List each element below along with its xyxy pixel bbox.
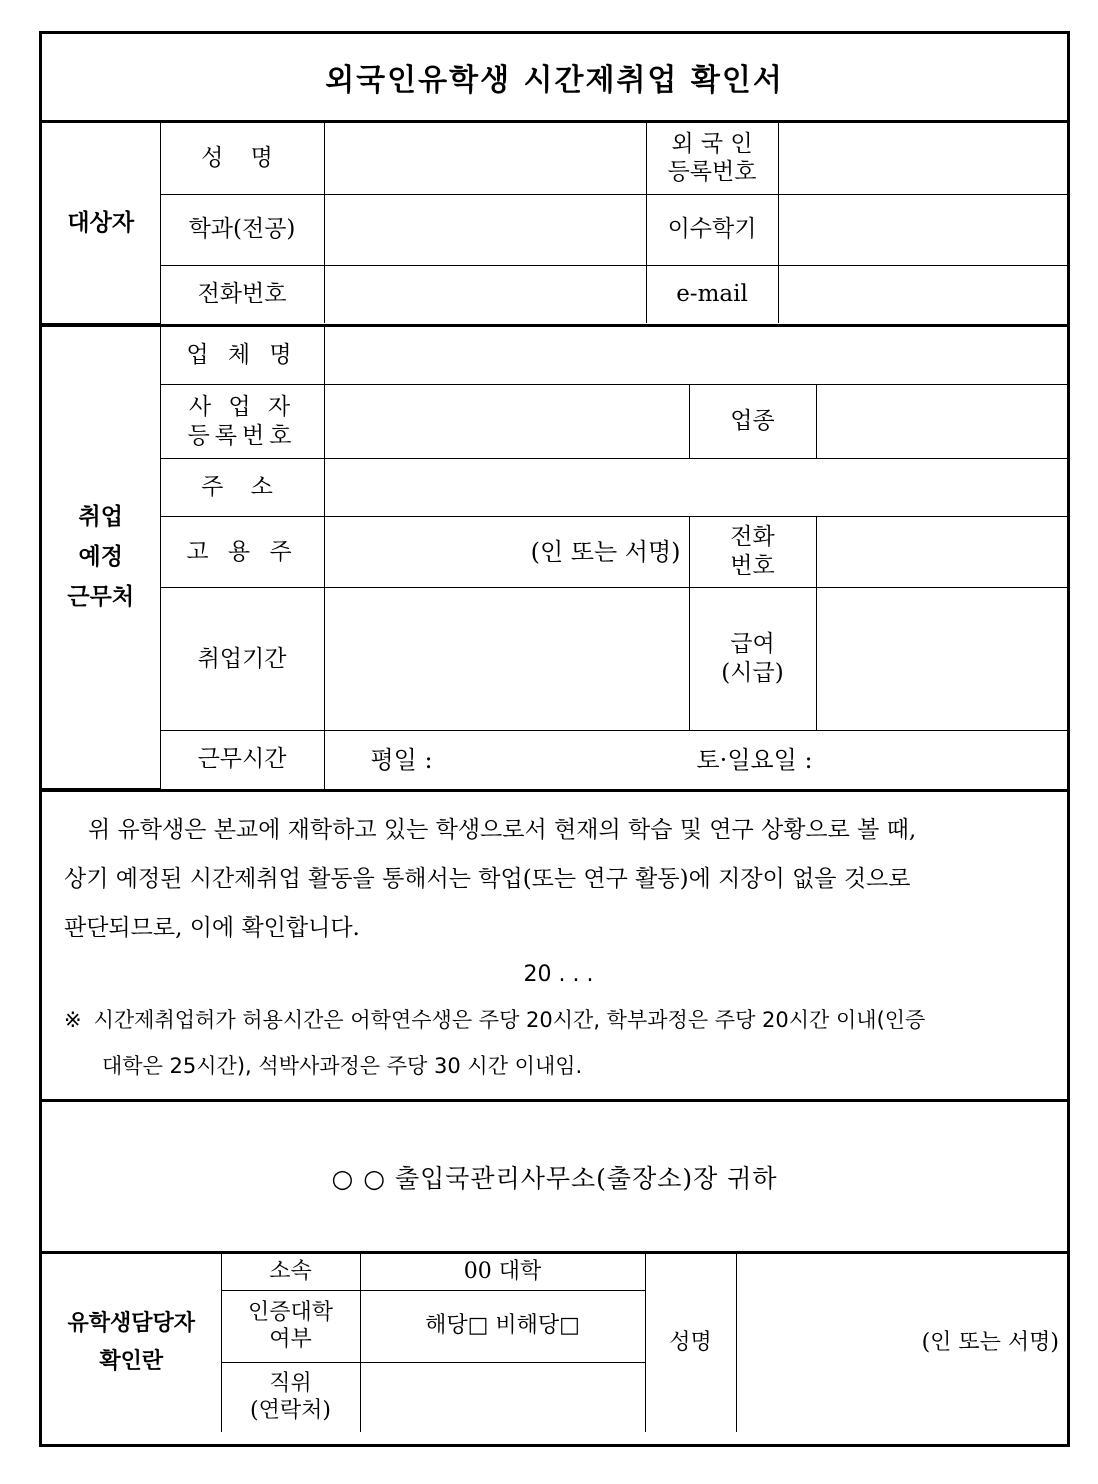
statement-line2: 상기 예정된 시간제취업 활동을 통해서는 학업(또는 연구 활동)에 지장이 없을 것으로 (64, 866, 911, 892)
title-box (42, 34, 1067, 123)
cert-label (221, 1290, 360, 1362)
alien-reg-label-line1: 외 국 인 (671, 130, 753, 157)
workplace-header-line1: 취업 (78, 503, 123, 530)
date-field[interactable]: 20 . . . (523, 962, 594, 987)
alien-reg-field[interactable] (778, 123, 1067, 194)
period-label: 취업기간 (160, 588, 324, 731)
confirm-sign-hint: (인 또는 서명) (921, 1330, 1059, 1356)
pay-label (689, 588, 816, 731)
note-mark: ※ (64, 1008, 82, 1032)
confirmation-form (39, 31, 1070, 1447)
company-field[interactable] (324, 327, 1067, 385)
bizreg-label-line1: 사 업 자 (188, 393, 296, 420)
semester-field[interactable] (778, 194, 1067, 265)
affil-value: 00 대학 (463, 1259, 542, 1284)
period-field[interactable] (324, 588, 689, 731)
pay-label-line2: (시급) (721, 660, 784, 686)
name-label: 성 명 (160, 123, 324, 194)
semester-label: 이수학기 (646, 194, 778, 265)
employer-phone-label-line2: 번호 (730, 553, 775, 579)
cert-field[interactable] (360, 1290, 645, 1362)
cert-label-line2: 여부 (269, 1327, 312, 1352)
cert-label-line1: 인증대학 (247, 1299, 333, 1325)
note-line2: 대학은 25시간), 석박사과정은 주당 30 시간 이내임. (102, 1054, 583, 1078)
dept-field[interactable] (324, 194, 646, 265)
address-field[interactable] (324, 459, 1067, 517)
phone-field[interactable] (324, 265, 646, 323)
employer-label: 고 용 주 (160, 517, 324, 588)
industry-field[interactable] (816, 385, 1067, 459)
bizreg-label-line2: 등록번호 (187, 422, 297, 449)
cert-value[interactable]: 해당□ 비해당□ (425, 1313, 580, 1339)
email-label: e-mail (646, 265, 778, 323)
note-line1-text: 시간제취업허가 허용시간은 어학연수생은 주당 20시간, 학부과정은 주당 20시간 이내(인증 (93, 1008, 926, 1032)
weekday-label: 평일 : (370, 745, 433, 774)
affil-field[interactable] (360, 1254, 645, 1290)
bizreg-field[interactable] (324, 385, 689, 459)
bizreg-label (160, 385, 324, 459)
confirm-section (42, 1254, 1067, 1432)
workplace-header-line2: 예정 (78, 544, 123, 571)
name-field[interactable] (324, 123, 646, 194)
position-field[interactable] (360, 1362, 645, 1432)
weekend-label: 토·일요일 : (696, 745, 813, 774)
hours-field[interactable] (324, 731, 1067, 789)
pay-field[interactable] (816, 588, 1067, 731)
confirm-header (42, 1254, 221, 1432)
address-label: 주 소 (160, 459, 324, 517)
employer-phone-label (689, 517, 816, 588)
hours-label: 근무시간 (160, 731, 324, 789)
position-label-line1: 직위 (269, 1370, 312, 1396)
alien-reg-label (646, 123, 778, 194)
confirm-sign-field[interactable] (736, 1254, 1067, 1432)
position-label (221, 1362, 360, 1432)
target-section (42, 123, 1067, 327)
affil-label: 소속 (221, 1254, 360, 1290)
email-field[interactable] (778, 265, 1067, 323)
workplace-section (42, 327, 1067, 793)
statement-line3: 판단되므로, 이에 확인합니다. (64, 915, 360, 941)
workplace-header-line3: 근무처 (67, 584, 135, 611)
note-line1 (64, 997, 1053, 1043)
employer-sign-hint: (인 또는 서명) (530, 538, 681, 566)
form-title: 외국인유학생 시간제취업 확인서 (325, 63, 784, 98)
workplace-header (42, 327, 160, 789)
position-label-line2: (연락처) (250, 1398, 331, 1424)
addressee: ○ ○ 출입국관리사무소(출장소)장 귀하 (42, 1102, 1067, 1254)
pay-label-line1: 급여 (730, 631, 775, 658)
employer-phone-field[interactable] (816, 517, 1067, 588)
company-label: 업 체 명 (160, 327, 324, 385)
target-header: 대상자 (42, 123, 160, 323)
dept-label: 학과(전공) (160, 194, 324, 265)
industry-label: 업종 (689, 385, 816, 459)
employer-phone-label-line1: 전화 (730, 524, 775, 551)
confirm-header-line2: 확인란 (99, 1349, 164, 1374)
alien-reg-label-line2: 등록번호 (667, 159, 757, 186)
statement-section (42, 792, 1067, 1102)
employer-sign-field[interactable] (324, 517, 689, 588)
phone-label: 전화번호 (160, 265, 324, 323)
confirm-header-line1: 유학생담당자 (67, 1310, 195, 1336)
statement-line1: 위 유학생은 본교에 재학하고 있는 학생으로서 현재의 학습 및 연구 상황으로 볼 때, (88, 817, 917, 843)
confirm-name-label: 성명 (645, 1254, 736, 1432)
